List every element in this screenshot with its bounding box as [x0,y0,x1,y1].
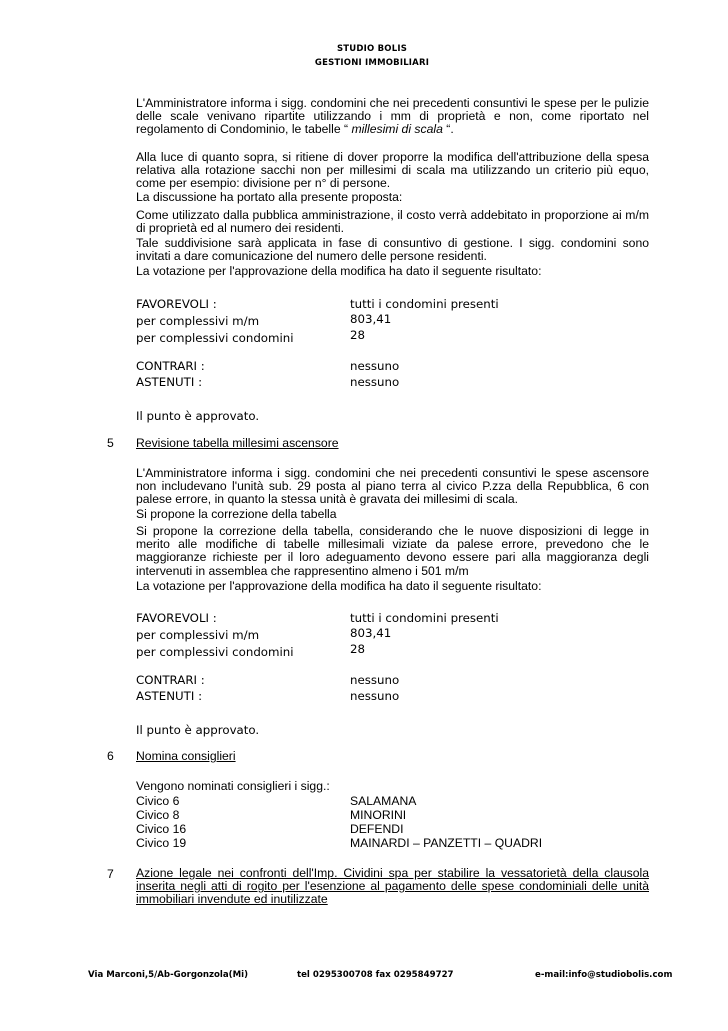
vote-mm-label: per complessivi m/m [136,628,260,642]
councillor-name: MAINARDI – PANZETTI – QUADRI [350,836,543,850]
scale-method-paragraph: Come utilizzato dalla pubblica amministrazione, il costo verrà addebitato in proporzione ai m/m di proprietà ed al numero dei residenti. [136,208,649,236]
vote-condomini-label: per complessivi condomini [136,331,294,345]
scale-discussion-line: La discussione ha portato alla presente proposta: [136,190,403,204]
section-5-proposal-line: Si propone la correzione della tabella [136,507,337,521]
vote-mm-value: 803,41 [350,626,392,640]
scale-application-paragraph: Tale suddivisione sarà applicata in fase di consuntivo di gestione. I sigg. condomini sono invitati a dare comunicazione del numero delle persone residenti. [136,236,649,264]
section-6-title: Nomina consiglieri [136,749,236,763]
section-5-title: Revisione tabella millesimi ascensore [136,436,339,450]
vote-condomini-value: 28 [350,642,366,656]
section-5-vote-intro: La votazione per l'approvazione della modifica ha dato il seguente risultato: [136,579,542,593]
vote-favorevoli-label: FAVOREVOLI : [136,611,217,625]
vote-contrari-label: CONTRARI : [136,673,205,687]
vote-astenuti-value: nessuno [350,375,400,389]
councillor-name: DEFENDI [350,822,404,836]
civico-label: Civico 8 [136,808,180,822]
councillor-name: SALAMANA [350,794,417,808]
section-5-legal-paragraph: Si propone la correzione della tabella, considerando che le nuove disposizioni di legge in merito alle modifiche di tabelle millesimali viziate da palese errore, prevedono che le maggioranze richieste per il loro adeguamento devono essere pari alla maggioranza degli intervenuti in assemblea che rappresentino almeno i 501 m/m [136,524,649,578]
councillor-name: MINORINI [350,808,407,822]
company-name: STUDIO BOLIS [336,44,408,54]
footer-address: Via Marconi,5/Ab-Gorgonzola(Mi) [88,970,249,980]
section-7-number: 7 [107,867,114,881]
footer-email: e-mail:info@studiobolis.com [535,970,673,980]
point-approved: Il punto è approvato. [136,409,260,423]
vote-mm-label: per complessivi m/m [136,314,260,328]
scale-proposal-paragraph: Alla luce di quanto sopra, si ritiene di dover proporre la modifica dell'attribuzione della spesa relativa alla rotazione sacchi non per millesimi di scala ma utilizzando un criterio più equo, come per esempio: divisione per n° di persone. [136,150,649,191]
vote-contrari-value: nessuno [350,673,400,687]
scale-intro-paragraph: L'Amministratore informa i sigg. condomini che nei precedenti consuntivi le spese per le pulizie delle scale venivano ripartite utilizzando i mm di proprietà e non, come riportato nel regolamento di Condominio, le tabelle “ millesimi di scala “. [136,96,649,137]
section-7-title: Azione legale nei confronti dell'Imp. Cividini spa per stabilire la vessatorietà della clausola inserita negli atti di rogito per l'esenzione al pagamento delle spese condominiali delle unità immobiliari invendute ed inutilizzate [136,866,649,907]
company-subtitle: GESTIONI IMMOBILIARI [314,58,430,68]
vote-condomini-label: per complessivi condomini [136,645,294,659]
civico-label: Civico 16 [136,822,187,836]
scale-vote-intro: La votazione per l'approvazione della modifica ha dato il seguente risultato: [136,264,542,278]
vote-contrari-value: nessuno [350,359,400,373]
point-approved: Il punto è approvato. [136,723,260,737]
civico-label: Civico 19 [136,836,187,850]
vote-favorevoli-value: tutti i condomini presenti [350,297,499,311]
footer-phone: tel 0295300708 fax 0295849727 [297,970,454,980]
vote-astenuti-label: ASTENUTI : [136,375,203,389]
section-6-intro: Vengono nominati consiglieri i sigg.: [136,779,330,793]
section-5-number: 5 [107,436,114,450]
civico-label: Civico 6 [136,794,180,808]
vote-mm-value: 803,41 [350,312,392,326]
section-6-number: 6 [107,749,114,763]
vote-favorevoli-label: FAVOREVOLI : [136,297,217,311]
vote-favorevoli-value: tutti i condomini presenti [350,611,499,625]
section-5-intro-paragraph: L'Amministratore informa i sigg. condomini che nei precedenti consuntivi le spese ascensore non includevano l'unità sub. 29 posta al piano terra al civico P.zza della Repubblica, 6 con palese errore, in quanto la stessa unità è gravata dei millesimi di scala. [136,466,649,507]
vote-astenuti-label: ASTENUTI : [136,689,203,703]
vote-condomini-value: 28 [350,328,366,342]
vote-contrari-label: CONTRARI : [136,359,205,373]
vote-astenuti-value: nessuno [350,689,400,703]
